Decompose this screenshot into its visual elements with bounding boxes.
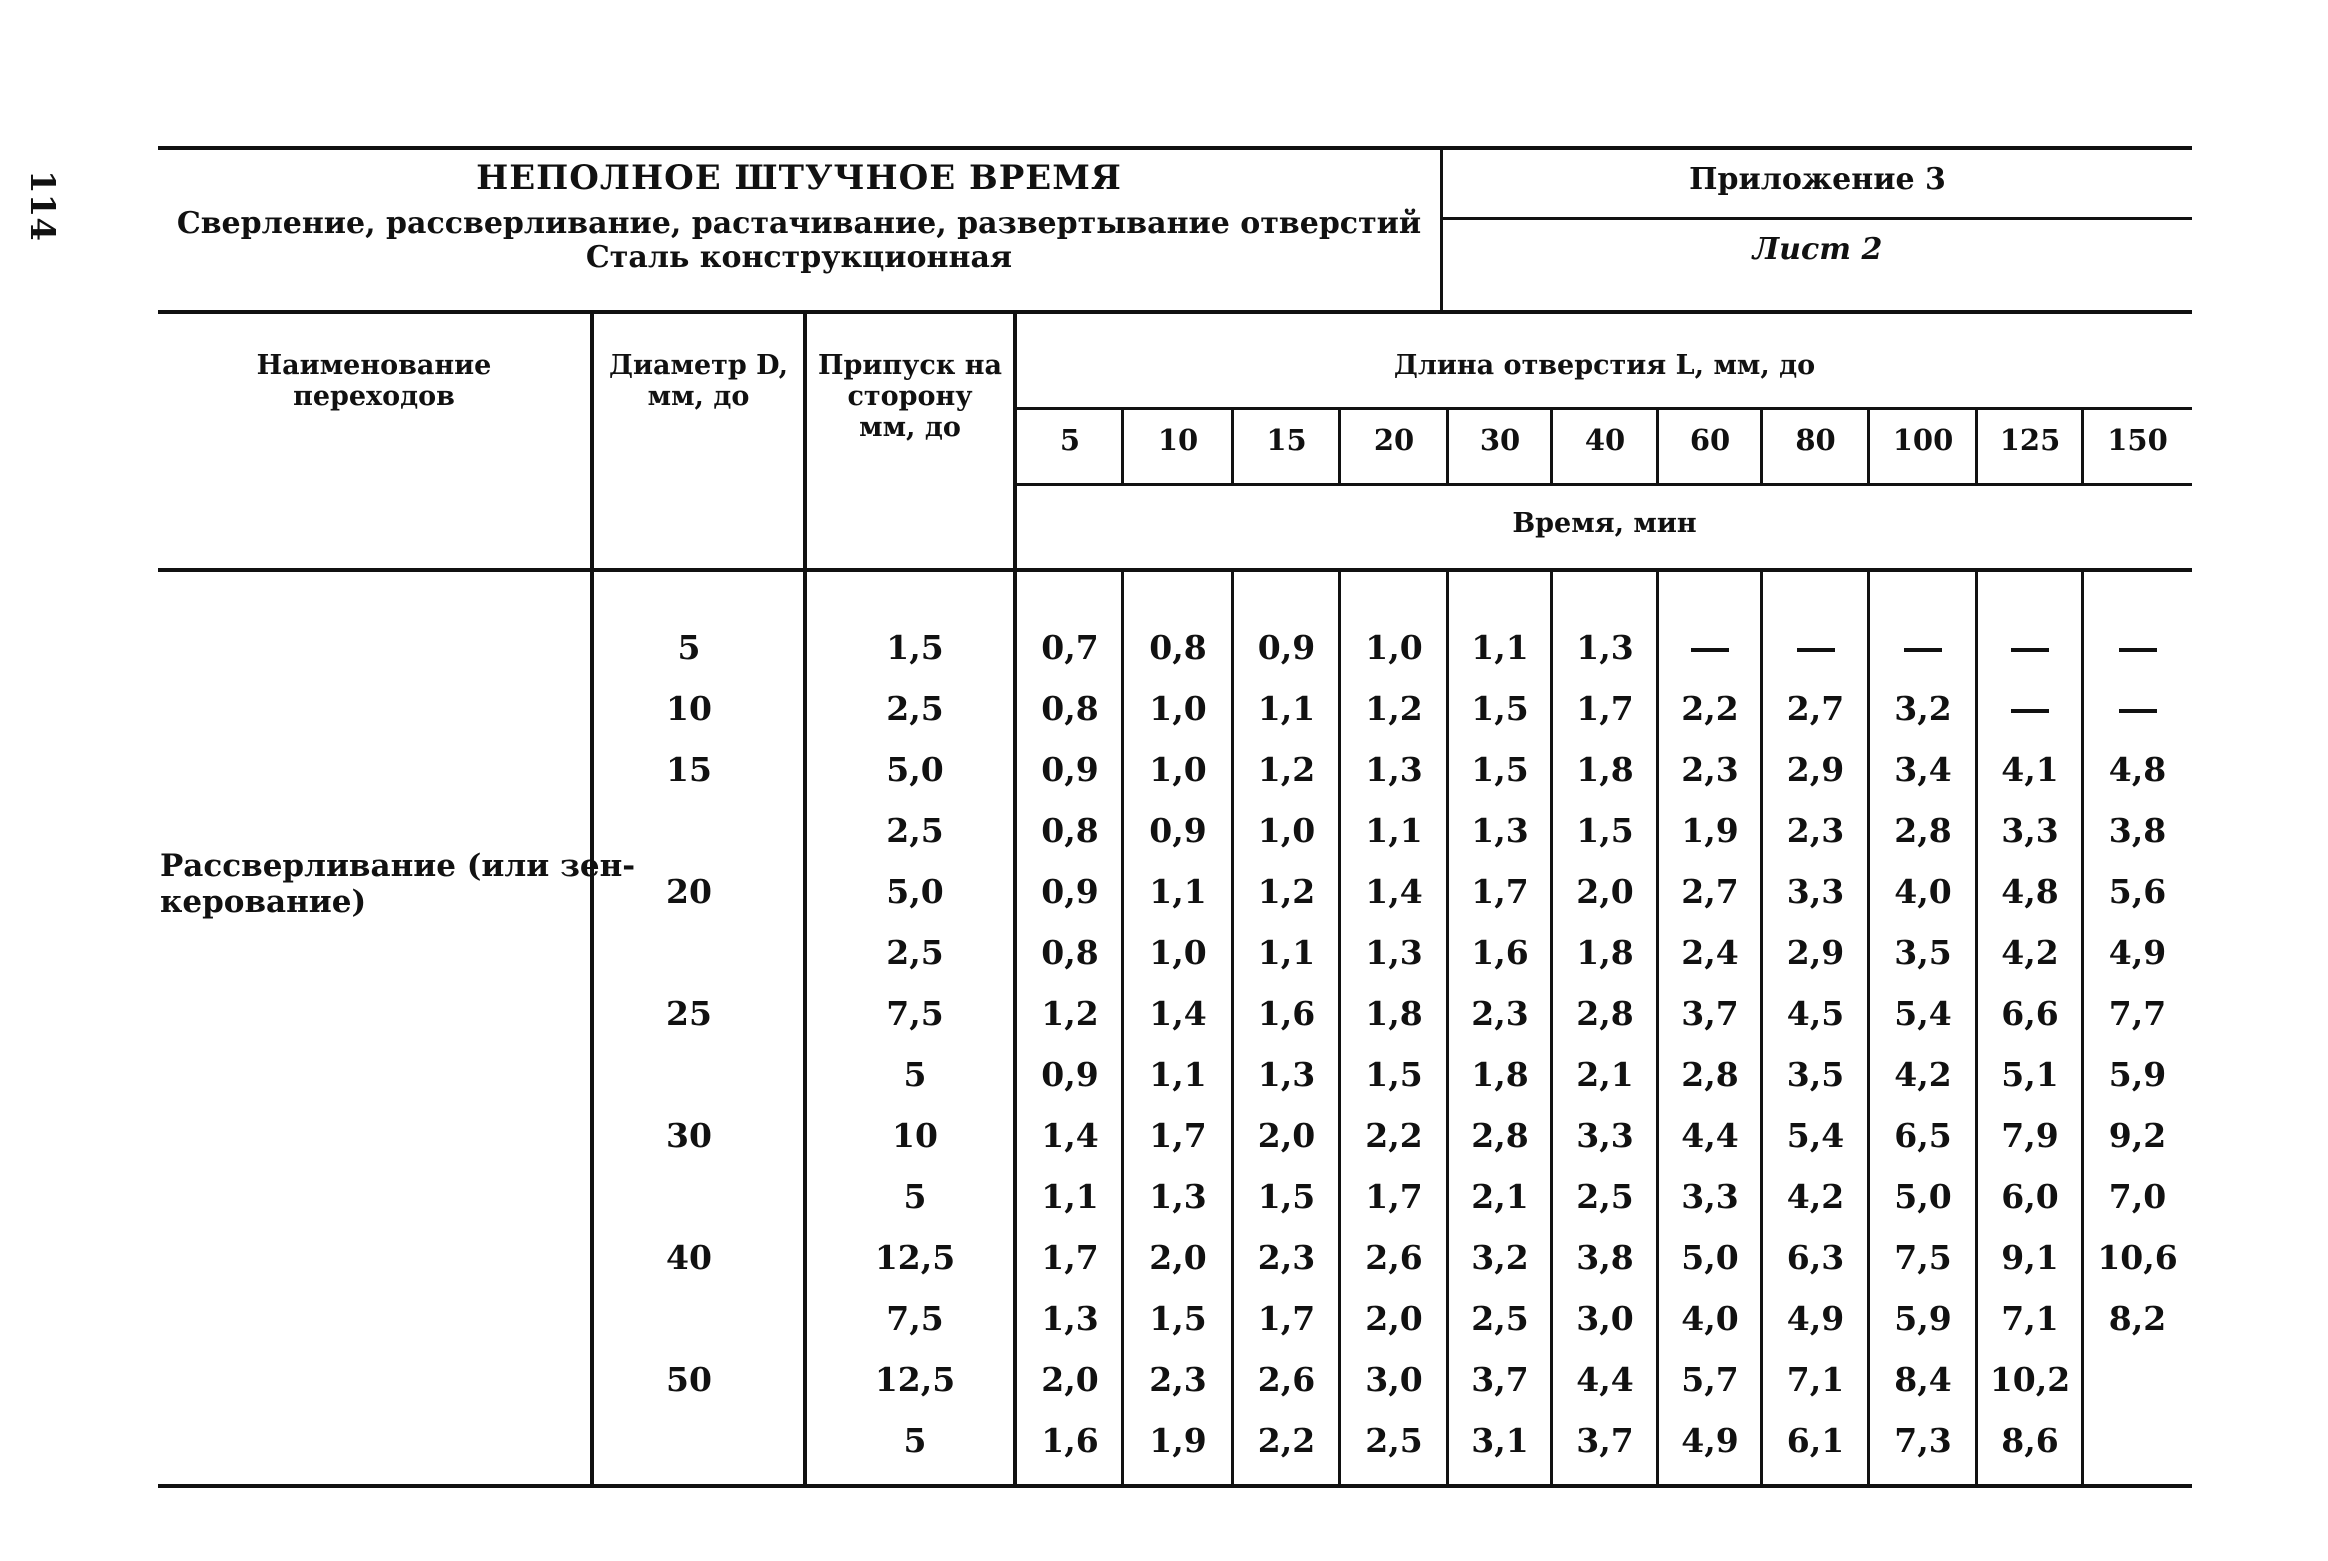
length-column-divider <box>2081 410 2084 486</box>
body-column-divider <box>1975 572 1978 1484</box>
length-header-20: 20 <box>1373 423 1415 457</box>
time-dash <box>2011 648 2049 652</box>
time-cell: 4,4 <box>1681 1116 1739 1155</box>
time-cell: 6,1 <box>1786 1421 1845 1460</box>
body-column-divider <box>1446 572 1449 1484</box>
time-cell: 0,8 <box>1041 689 1099 728</box>
time-cell: 4,9 <box>2108 933 2167 972</box>
time-cell: 8,2 <box>2108 1299 2167 1338</box>
time-cell: 1,5 <box>1149 1299 1207 1338</box>
time-cell: 6,6 <box>2001 994 2059 1033</box>
page-number: 114 <box>22 170 62 241</box>
header-diameter: Диаметр D, мм, до <box>608 350 789 412</box>
diameter-value: 25 <box>666 994 712 1033</box>
allowance-value: 5,0 <box>886 750 944 789</box>
time-cell: 3,7 <box>1681 994 1739 1033</box>
time-cell: 7,1 <box>1786 1360 1845 1399</box>
length-header-150: 150 <box>2107 423 2168 457</box>
time-cell: 0,9 <box>1041 750 1099 789</box>
time-cell: 3,3 <box>2001 811 2059 850</box>
length-column-divider <box>1867 410 1870 486</box>
header-bottom-rule <box>158 310 2192 314</box>
time-cell: 1,8 <box>1576 750 1634 789</box>
diameter-value: 50 <box>666 1360 712 1399</box>
column-header-bottom-rule <box>158 568 2192 572</box>
time-cell: 0,9 <box>1149 811 1207 850</box>
time-cell: 1,3 <box>1471 811 1529 850</box>
time-cell: 3,4 <box>1894 750 1952 789</box>
time-cell: 1,7 <box>1471 872 1529 911</box>
time-cell: 1,5 <box>1576 811 1634 850</box>
time-cell: 2,7 <box>1786 689 1845 728</box>
time-cell: 1,5 <box>1471 689 1529 728</box>
time-dash <box>2119 648 2157 652</box>
allowance-value: 10 <box>892 1116 938 1155</box>
time-cell: 1,1 <box>1365 811 1423 850</box>
time-cell: 2,4 <box>1681 933 1739 972</box>
time-cell: 5,4 <box>1894 994 1952 1033</box>
time-cell: 1,1 <box>1041 1177 1099 1216</box>
time-cell: 4,8 <box>2108 750 2167 789</box>
appendix-label: Приложение 3 <box>1689 162 1946 197</box>
time-cell: 3,0 <box>1365 1360 1423 1399</box>
time-cell: 1,6 <box>1257 994 1316 1033</box>
time-cell: 1,8 <box>1365 994 1423 1033</box>
time-cell: 3,3 <box>1576 1116 1634 1155</box>
time-cell: 5,0 <box>1681 1238 1739 1277</box>
length-column-divider <box>1121 410 1124 486</box>
length-header-80: 80 <box>1795 423 1836 457</box>
time-dash <box>2011 709 2049 713</box>
col-divider-diameter <box>803 310 807 1488</box>
time-cell: 1,2 <box>1257 872 1316 911</box>
time-cell: 1,3 <box>1257 1055 1316 1094</box>
time-cell: 7,5 <box>1894 1238 1952 1277</box>
time-cell: 0,8 <box>1149 628 1207 667</box>
time-cell: 8,4 <box>1894 1360 1952 1399</box>
diameter-value: 20 <box>666 872 712 911</box>
time-cell: 7,7 <box>2108 994 2167 1033</box>
header-allowance: Припуск на сторону мм, до <box>817 350 1003 443</box>
length-header-40: 40 <box>1584 423 1626 457</box>
time-cell: 2,1 <box>1471 1177 1529 1216</box>
time-cell: 1,4 <box>1365 872 1423 911</box>
time-cell: 7,3 <box>1894 1421 1952 1460</box>
time-cell: 2,1 <box>1576 1055 1634 1094</box>
length-column-divider <box>1975 410 1978 486</box>
body-column-divider <box>1231 572 1234 1484</box>
time-cell: 1,6 <box>1471 933 1529 972</box>
document-subtitle: Сверление, рассверливание, растачивание, развертывание отверстий <box>176 206 1422 241</box>
time-cell: 1,0 <box>1149 750 1207 789</box>
length-column-divider <box>1760 410 1763 486</box>
time-cell: 3,0 <box>1576 1299 1634 1338</box>
time-cell: 2,8 <box>1471 1116 1529 1155</box>
length-column-divider <box>1446 410 1449 486</box>
time-cell: 7,9 <box>2001 1116 2059 1155</box>
diameter-value: 15 <box>666 750 712 789</box>
allowance-value: 12,5 <box>874 1238 956 1277</box>
time-cell: 2,8 <box>1576 994 1634 1033</box>
time-cell: 2,0 <box>1041 1360 1099 1399</box>
time-cell: 1,0 <box>1149 689 1207 728</box>
time-cell: 3,5 <box>1894 933 1952 972</box>
time-cell: 9,1 <box>2001 1238 2059 1277</box>
time-cell: 1,2 <box>1257 750 1316 789</box>
time-cell: 3,3 <box>1786 872 1845 911</box>
length-header-30: 30 <box>1479 423 1521 457</box>
body-column-divider <box>1867 572 1870 1484</box>
time-cell: 5,6 <box>2108 872 2167 911</box>
allowance-value: 2,5 <box>886 689 944 728</box>
allowance-value: 7,5 <box>886 994 944 1033</box>
time-dash <box>1691 648 1729 652</box>
allowance-value: 5 <box>903 1055 927 1094</box>
time-cell: 1,7 <box>1149 1116 1207 1155</box>
time-cell: 3,7 <box>1576 1421 1634 1460</box>
time-cell: 2,2 <box>1681 689 1739 728</box>
time-cell: 2,5 <box>1365 1421 1423 1460</box>
time-cell: 0,8 <box>1041 811 1099 850</box>
time-cell: 4,9 <box>1786 1299 1845 1338</box>
length-header-100: 100 <box>1892 423 1954 457</box>
time-cell: 2,8 <box>1681 1055 1739 1094</box>
time-cell: 3,7 <box>1471 1360 1529 1399</box>
document-title: НЕПОЛНОЕ ШТУЧНОЕ ВРЕМЯ <box>476 158 1122 198</box>
time-cell: 2,9 <box>1786 750 1845 789</box>
time-cell: 2,6 <box>1257 1360 1316 1399</box>
time-cell: 1,7 <box>1576 689 1634 728</box>
time-cell: 2,9 <box>1786 933 1845 972</box>
body-column-divider <box>1760 572 1763 1484</box>
length-header-125: 125 <box>1999 423 2061 457</box>
time-cell: 2,5 <box>1471 1299 1529 1338</box>
time-cell: 1,0 <box>1257 811 1316 850</box>
time-cell: 3,8 <box>2108 811 2167 850</box>
time-cell: 1,3 <box>1041 1299 1099 1338</box>
time-cell: 0,9 <box>1041 872 1099 911</box>
time-cell: 2,2 <box>1365 1116 1423 1155</box>
header-operation-name: Наименование переходов <box>256 350 492 412</box>
time-cell: 6,3 <box>1786 1238 1845 1277</box>
time-cell: 2,3 <box>1681 750 1739 789</box>
time-cell: 4,1 <box>2001 750 2059 789</box>
length-column-divider <box>1656 410 1659 486</box>
body-column-divider <box>2081 572 2084 1484</box>
time-cell: 1,1 <box>1149 872 1207 911</box>
time-cell: 0,8 <box>1041 933 1099 972</box>
time-cell: 2,2 <box>1257 1421 1316 1460</box>
time-cell: 1,5 <box>1471 750 1529 789</box>
time-cell: 2,3 <box>1257 1238 1316 1277</box>
time-cell: 1,0 <box>1365 628 1423 667</box>
allowance-value: 1,5 <box>886 628 944 667</box>
time-cell: 5,1 <box>2001 1055 2059 1094</box>
length-header-5: 5 <box>1059 423 1081 457</box>
length-column-divider <box>1550 410 1553 486</box>
sheet-label: Лист 2 <box>1752 232 1883 267</box>
time-cell: 5,4 <box>1786 1116 1845 1155</box>
body-column-divider <box>1656 572 1659 1484</box>
time-cell: 6,0 <box>2001 1177 2059 1216</box>
time-cell: 4,2 <box>1786 1177 1845 1216</box>
time-cell: 1,2 <box>1365 689 1423 728</box>
time-cell: 1,8 <box>1471 1055 1529 1094</box>
time-cell: 3,2 <box>1894 689 1952 728</box>
time-cell: 1,8 <box>1576 933 1634 972</box>
time-cell: 1,6 <box>1041 1421 1099 1460</box>
time-cell: 1,9 <box>1149 1421 1207 1460</box>
time-cell: 2,6 <box>1365 1238 1423 1277</box>
top-rule <box>158 146 2192 150</box>
time-cell: 4,0 <box>1681 1299 1739 1338</box>
length-header-rule <box>1013 407 2192 410</box>
operation-name: Рассверливание (или зен- керование) <box>160 848 636 920</box>
time-cell: 3,1 <box>1471 1421 1529 1460</box>
time-cell: 0,9 <box>1041 1055 1099 1094</box>
time-cell: 5,0 <box>1894 1177 1952 1216</box>
allowance-value: 5 <box>903 1177 927 1216</box>
diameter-value: 40 <box>666 1238 712 1277</box>
time-cell: 1,1 <box>1257 933 1316 972</box>
time-cell: 4,2 <box>1894 1055 1952 1094</box>
time-cell: 10,6 <box>2097 1238 2178 1277</box>
time-cell: 3,8 <box>1576 1238 1634 1277</box>
time-cell: 1,5 <box>1257 1177 1316 1216</box>
time-dash <box>1797 648 1835 652</box>
time-cell: 4,9 <box>1681 1421 1739 1460</box>
time-cell: 1,9 <box>1681 811 1739 850</box>
time-cell: 1,0 <box>1149 933 1207 972</box>
time-cell: 1,5 <box>1365 1055 1423 1094</box>
time-cell: 2,3 <box>1149 1360 1207 1399</box>
body-column-divider <box>1550 572 1553 1484</box>
appendix-rule <box>1440 217 2192 220</box>
time-cell: 10,2 <box>1989 1360 2071 1399</box>
time-cell: 3,2 <box>1471 1238 1529 1277</box>
time-dash <box>2119 709 2157 713</box>
body-column-divider <box>1121 572 1124 1484</box>
time-cell: 1,7 <box>1041 1238 1099 1277</box>
material-label: Сталь конструкционная <box>585 240 1013 275</box>
time-cell: 0,9 <box>1257 628 1316 667</box>
time-cell: 4,5 <box>1786 994 1845 1033</box>
time-cell: 1,7 <box>1257 1299 1316 1338</box>
time-cell: 0,7 <box>1041 628 1099 667</box>
time-cell: 3,3 <box>1681 1177 1739 1216</box>
time-cell: 1,4 <box>1149 994 1207 1033</box>
length-header-60: 60 <box>1689 423 1731 457</box>
time-cell: 5,7 <box>1681 1360 1739 1399</box>
time-cell: 2,0 <box>1576 872 1634 911</box>
lengths-bottom-rule <box>1013 483 2192 486</box>
time-cell: 1,4 <box>1041 1116 1099 1155</box>
allowance-value: 2,5 <box>886 933 944 972</box>
allowance-value: 5,0 <box>886 872 944 911</box>
time-cell: 4,8 <box>2001 872 2059 911</box>
length-header-10: 10 <box>1157 423 1199 457</box>
time-cell: 1,3 <box>1365 933 1423 972</box>
allowance-value: 7,5 <box>886 1299 944 1338</box>
length-column-divider <box>1231 410 1234 486</box>
time-cell: 2,7 <box>1681 872 1739 911</box>
time-cell: 9,2 <box>2108 1116 2167 1155</box>
time-cell: 5,9 <box>1894 1299 1952 1338</box>
diameter-value: 30 <box>666 1116 712 1155</box>
diameter-value: 5 <box>677 628 701 667</box>
diameter-value: 10 <box>666 689 712 728</box>
header-time: Время, мин <box>1512 508 1697 539</box>
header-hole-length: Длина отверстия L, мм, до <box>1393 350 1816 381</box>
allowance-value: 12,5 <box>874 1360 956 1399</box>
body-column-divider <box>1338 572 1341 1484</box>
time-cell: 2,3 <box>1786 811 1845 850</box>
time-cell: 5,9 <box>2108 1055 2167 1094</box>
time-cell: 4,4 <box>1576 1360 1634 1399</box>
allowance-value: 2,5 <box>886 811 944 850</box>
time-cell: 8,6 <box>2001 1421 2059 1460</box>
time-cell: 6,5 <box>1894 1116 1952 1155</box>
time-cell: 1,1 <box>1471 628 1529 667</box>
time-cell: 1,3 <box>1365 750 1423 789</box>
time-cell: 2,0 <box>1365 1299 1423 1338</box>
time-cell: 3,5 <box>1786 1055 1845 1094</box>
time-cell: 4,2 <box>2001 933 2059 972</box>
time-dash <box>1904 648 1942 652</box>
time-cell: 2,0 <box>1149 1238 1207 1277</box>
length-header-15: 15 <box>1266 423 1307 457</box>
time-cell: 7,1 <box>2001 1299 2059 1338</box>
time-cell: 1,2 <box>1041 994 1099 1033</box>
table-bottom-rule <box>158 1484 2192 1488</box>
time-cell: 7,0 <box>2108 1177 2167 1216</box>
time-cell: 2,3 <box>1471 994 1529 1033</box>
time-cell: 1,3 <box>1149 1177 1207 1216</box>
time-cell: 1,1 <box>1257 689 1316 728</box>
time-cell: 1,7 <box>1365 1177 1423 1216</box>
length-column-divider <box>1338 410 1341 486</box>
time-cell: 1,3 <box>1576 628 1634 667</box>
time-cell: 2,0 <box>1257 1116 1316 1155</box>
allowance-value: 5 <box>903 1421 927 1460</box>
time-cell: 4,0 <box>1894 872 1952 911</box>
time-cell: 1,1 <box>1149 1055 1207 1094</box>
time-cell: 2,5 <box>1576 1177 1634 1216</box>
time-cell: 2,8 <box>1894 811 1952 850</box>
